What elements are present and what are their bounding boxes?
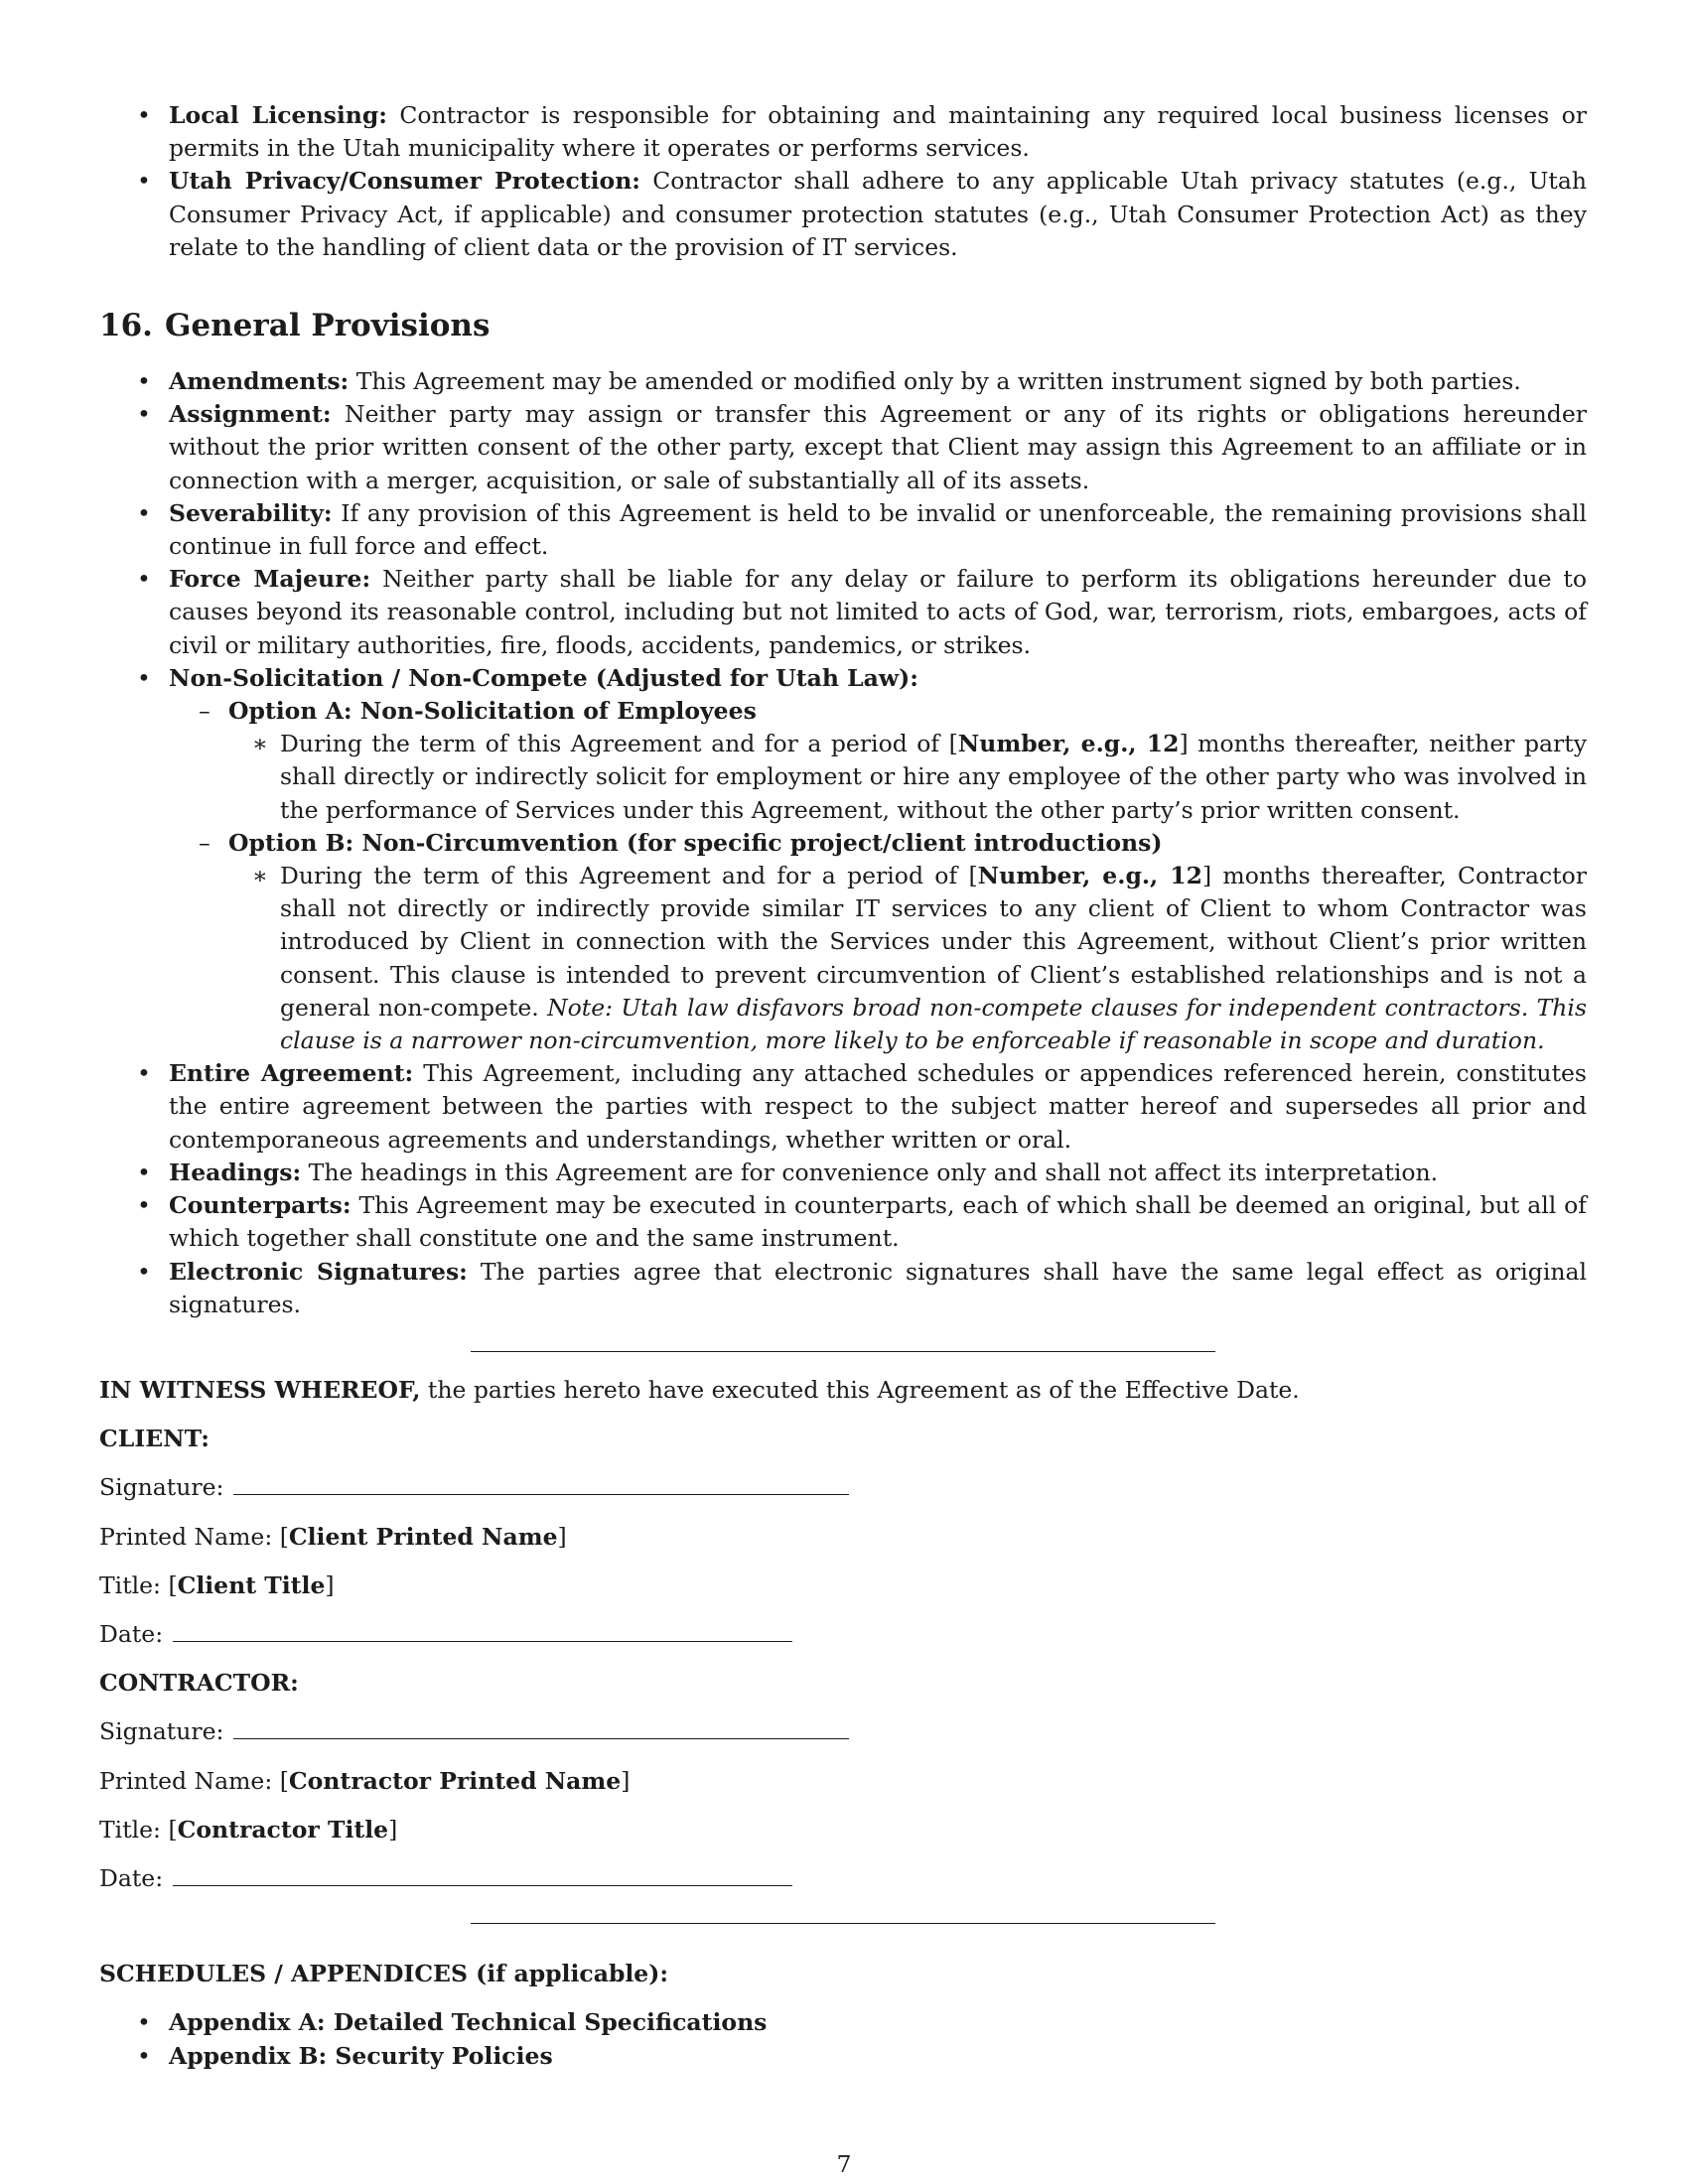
witness-label: IN WITNESS WHEREOF, (99, 1375, 421, 1404)
clause-text: ] months thereafter, Contractor shall not directly or indirectly provide similar IT services to any client of Client to whom Contractor was introduced by Client in connection with the Services under this Agreement, without Client’s prior written consent. This clause is intended to prevent circumvention of Client’s established relationships and is not a general non-compete. (280, 862, 1587, 1022)
list-item-force-majeure (99, 563, 1587, 662)
client-signature-line[interactable] (233, 1472, 849, 1495)
client-printed-name-placeholder: Client Printed Name (288, 1522, 558, 1551)
item-label: Entire Agreement: (169, 1059, 414, 1088)
date-label: Date: (99, 1863, 164, 1892)
signature-label: Signature: (99, 1717, 224, 1746)
client-date-line[interactable] (173, 1619, 792, 1642)
item-text: Neither party may assign or transfer this Agreement or any of its rights or obligations hereunder without the prior written consent of the other party, except that Client may assign this Agreement to an affiliate or in connection with a merger, acquisition, or sale of substantially all of its assets. (169, 400, 1587, 494)
client-heading (99, 1423, 1587, 1455)
page-number: 7 (836, 2150, 852, 2178)
witness-statement (99, 1374, 1587, 1407)
item-label: Assignment: (169, 400, 332, 429)
client-printed-name-row: Printed Name: [Client Printed Name] (99, 1522, 567, 1551)
contractor-printed-name-placeholder: Contractor Printed Name (288, 1766, 622, 1795)
printed-name-label: Printed Name: (99, 1522, 273, 1551)
list-item-headings (99, 1157, 1587, 1189)
list-item-counterparts (99, 1189, 1587, 1255)
item-label: Local Licensing: (169, 101, 387, 129)
section-number: 16. (99, 308, 153, 344)
client-heading-text: CLIENT: (99, 1425, 210, 1453)
client-signature-block (99, 1423, 1587, 1651)
option-b-text (228, 860, 1587, 1057)
list-item-non-solicitation (99, 662, 1587, 1057)
list-item-entire-agreement (99, 1057, 1587, 1157)
document-page (99, 99, 1587, 2073)
item-label: Utah Privacy/Consumer Protection: (169, 167, 640, 196)
schedules-heading (99, 1958, 1587, 1990)
item-text: This Agreement, including any attached schedules or appendices referenced herein, constitutes the entire agreement between the parties with respect to the subject matter hereof and supersedes all prior and contemporaneous agreements and understandings, whether written or oral. (169, 1059, 1587, 1154)
item-label: Amendments: (169, 367, 350, 396)
contractor-date-line[interactable] (173, 1863, 792, 1886)
appendix-b-label: Appendix B: Security Policies (169, 2041, 553, 2070)
item-label: Electronic Signatures: (169, 1257, 468, 1286)
contractor-signature-row (99, 1715, 1587, 1748)
general-provisions-list (99, 365, 1587, 1321)
item-text: This Agreement may be amended or modified only by a written instrument signed by both parties. (349, 367, 1521, 396)
date-label: Date: (99, 1619, 164, 1648)
option-list (169, 695, 1587, 1057)
placeholder-number: Number, e.g., 12 (957, 730, 1180, 758)
schedules-heading-suffix: (if applicable): (467, 1960, 669, 1988)
section-title: General Provisions (164, 308, 491, 344)
top-bullet-list (99, 99, 1587, 264)
list-item-severability (99, 497, 1587, 563)
appendix-list (99, 2006, 1587, 2072)
clause-text: During the term of this Agreement and for a period of [ (280, 730, 958, 758)
list-item-appendix-a (99, 2006, 1587, 2039)
contractor-heading-text: CONTRACTOR: (99, 1669, 299, 1698)
item-label: Force Majeure: (169, 565, 371, 594)
list-item-electronic-signatures (99, 1256, 1587, 1321)
placeholder-number: Number, e.g., 12 (977, 862, 1202, 890)
option-a-detail-list (228, 728, 1587, 827)
item-label: Non-Solicitation / Non-Compete (Adjusted for Utah Law): (169, 663, 918, 692)
item-text: Neither party shall be liable for any delay or failure to perform its obligations hereunder due to causes beyond its reasonable control, including but not limited to acts of God, war, terrorism, riots, embargoes, acts of civil or military authorities, fire, floods, accidents, pandemics, or strikes. (169, 565, 1587, 659)
item-text: If any provision of this Agreement is held to be invalid or unenforceable, the remaining provisions shall continue in full force and effect. (169, 498, 1587, 561)
clause-text: ] months thereafter, neither party shall directly or indirectly solicit for employment or hire any employee of the other party who was involved in the performance of Services under this Agreement, without the other party’s prior written consent. (280, 730, 1587, 824)
list-item-assignment (99, 398, 1587, 497)
contractor-title-row: Title: [Contractor Title] (99, 1815, 398, 1843)
contractor-heading (99, 1667, 1587, 1700)
list-item-amendments (99, 365, 1587, 398)
utah-law-note: Note: Utah law disfavors broad non-compete clauses for independent contractors. This clause is a narrower non-circumvention, more likely to be enforceable if reasonable in scope and duration. (280, 993, 1588, 1055)
section-heading (99, 306, 1587, 345)
title-label: Title: (99, 1570, 161, 1599)
item-text: The headings in this Agreement are for convenience only and shall not affect its interpretation. (301, 1158, 1439, 1186)
option-b (169, 827, 1587, 1057)
contractor-signature-block (99, 1667, 1587, 1895)
item-text: Contractor shall adhere to any applicable Utah privacy statutes (e.g., Utah Consumer Privacy Act, if applicable) and consumer protection statutes (e.g., Utah Consumer Protection Act) as they relate to the handling of client data or the provision of IT services. (169, 167, 1587, 261)
option-a-text (228, 728, 1587, 827)
client-date-row (99, 1618, 1587, 1651)
schedules-heading-text: SCHEDULES / APPENDICES (99, 1960, 468, 1988)
contractor-title-placeholder: Contractor Title (177, 1815, 389, 1843)
client-title-placeholder: Client Title (177, 1570, 326, 1599)
option-b-detail-list (228, 860, 1587, 1057)
list-item (99, 165, 1587, 264)
item-text: This Agreement may be executed in counterparts, each of which shall be deemed an original, but all of which together shall constitute one and the same instrument. (169, 1191, 1587, 1253)
option-label: Option B: Non-Circumvention (for specific project/client introductions) (228, 828, 1163, 857)
contractor-date-row (99, 1862, 1587, 1895)
client-title-row: Title: [Client Title] (99, 1570, 335, 1599)
horizontal-divider (471, 1351, 1215, 1352)
client-signature-row (99, 1471, 1587, 1504)
option-a (169, 695, 1587, 827)
appendix-a-label: Appendix A: Detailed Technical Specifications (169, 2008, 768, 2037)
signature-label: Signature: (99, 1473, 224, 1502)
item-label: Headings: (169, 1158, 302, 1186)
item-label: Counterparts: (169, 1191, 352, 1220)
item-text: The parties agree that electronic signatures shall have the same legal effect as original signatures. (169, 1257, 1587, 1318)
title-label: Title: (99, 1815, 161, 1843)
item-label: Severability: (169, 498, 333, 527)
horizontal-divider (471, 1923, 1215, 1924)
list-item (99, 99, 1587, 165)
item-text: Contractor is responsible for obtaining and maintaining any required local business licenses or permits in the Utah municipality where it operates or performs services. (169, 101, 1587, 163)
list-item-appendix-b (99, 2040, 1587, 2073)
clause-text: During the term of this Agreement and for a period of [ (280, 862, 978, 890)
contractor-printed-name-row: Printed Name: [Contractor Printed Name] (99, 1766, 631, 1795)
option-label: Option A: Non-Solicitation of Employees (228, 697, 757, 726)
printed-name-label: Printed Name: (99, 1766, 273, 1795)
contractor-signature-line[interactable] (233, 1716, 849, 1739)
witness-text: the parties hereto have executed this Agreement as of the Effective Date. (420, 1375, 1300, 1404)
